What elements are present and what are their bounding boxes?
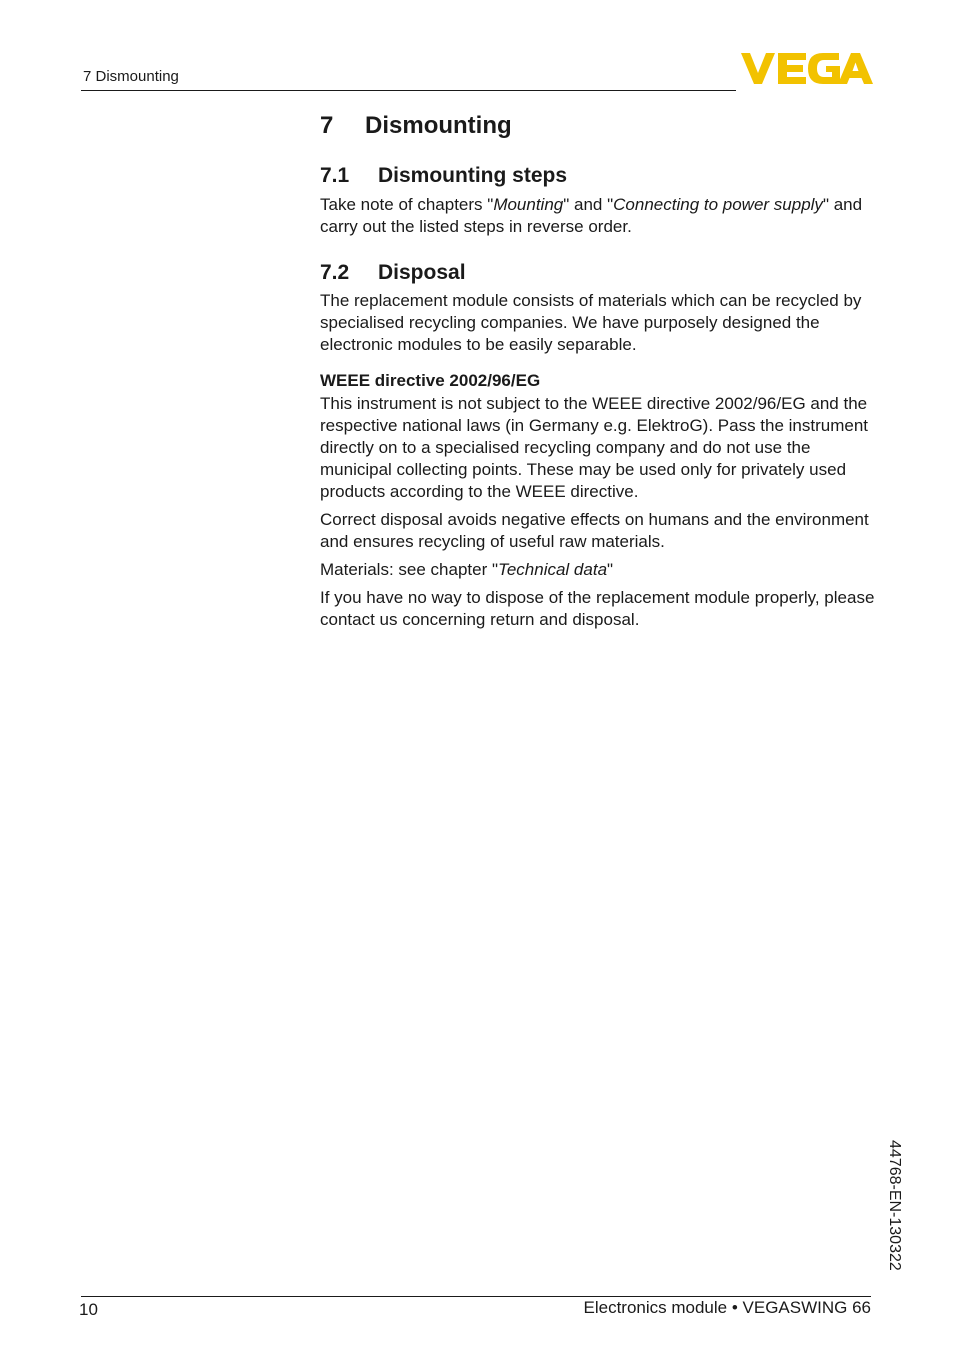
weee-heading: WEEE directive 2002/96/EG xyxy=(320,371,541,390)
section-number: 7.2 xyxy=(320,261,350,284)
header-divider xyxy=(81,90,736,91)
chapter-heading xyxy=(320,112,876,140)
main-content xyxy=(320,108,876,631)
footer-divider xyxy=(81,1296,871,1297)
chapter-reference: Technical data xyxy=(498,560,608,579)
text-run: Materials: see chapter " xyxy=(320,560,499,579)
section-heading-dismounting-steps xyxy=(320,164,876,188)
vega-logo xyxy=(741,53,873,84)
document-code: 44768-EN-130322 xyxy=(886,1140,903,1271)
chapter-number: 7 xyxy=(320,112,334,139)
text-run: " xyxy=(607,560,614,579)
page-number: 10 xyxy=(79,1300,98,1319)
section-title: Dismounting steps xyxy=(378,164,568,187)
weee-paragraph: This instrument is not subject to the WEEE directive 2002/96/EG and the respective national laws (in Germany e.g. ElektroG). Pass the instrument directly on to a specialised recycling company and do not use the municipal collecting points. These may be used only for privately used products according to the WEEE directive. xyxy=(320,394,869,501)
text-run: " and carry out the listed steps in reverse order. xyxy=(320,195,863,236)
chapter-reference: Mounting xyxy=(493,195,564,214)
disposal-paragraph: The replacement module consists of materials which can be recycled by specialised recycling companies. We have purposely designed the electronic modules to be easily separable. xyxy=(320,291,862,354)
contact-paragraph: If you have no way to dispose of the replacement module properly, please contact us concerning return and disposal. xyxy=(320,588,875,629)
text-run: Take note of chapters " xyxy=(320,195,494,214)
footer-document-title: Electronics module • VEGASWING 66 xyxy=(583,1298,871,1317)
dismounting-steps-paragraph xyxy=(320,194,876,238)
correct-disposal-paragraph: Correct disposal avoids negative effects on humans and the environment and ensures recycling of useful raw materials. xyxy=(320,510,869,551)
section-number: 7.1 xyxy=(320,164,350,187)
section-heading-disposal xyxy=(320,261,876,285)
chapter-reference: Connecting to power supply xyxy=(613,195,823,214)
materials-paragraph xyxy=(320,559,876,581)
running-header: 7 Dismounting xyxy=(83,68,179,85)
section-title: Disposal xyxy=(378,261,466,284)
text-run: " and " xyxy=(563,195,614,214)
chapter-title: Dismounting xyxy=(365,112,512,139)
